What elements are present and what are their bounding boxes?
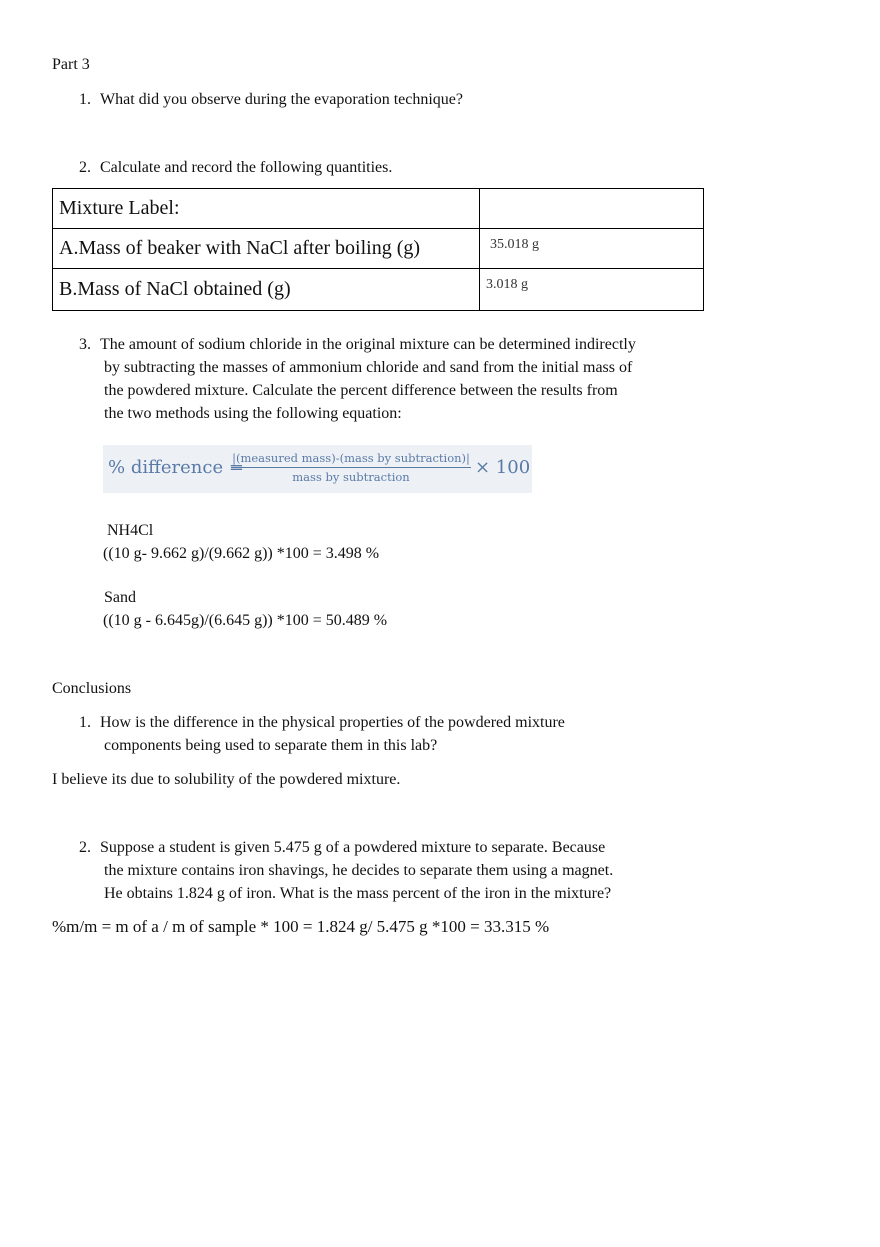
conclusions-q2-line: Suppose a student is given 5.475 g of a powdered mixture to separate. Because (100, 839, 606, 856)
part3-q1-number: 1. (79, 91, 91, 108)
part3-q3-number: 3. (79, 336, 91, 353)
sand-calculation: ((10 g - 6.645g)/(6.645 g)) *100 = 50.489 % (103, 612, 388, 629)
percent-difference-equation (103, 445, 532, 493)
conclusions-q1-answer: I believe its due to solubility of the powdered mixture. (52, 771, 401, 788)
part3-q2-text: Calculate and record the following quantities. (100, 159, 393, 176)
nh4cl-label: NH4Cl (107, 522, 154, 539)
equation-numerator: |(measured mass)-(mass by subtraction)| (231, 451, 471, 468)
table-cell-label: B.Mass of NaCl obtained (g) (53, 269, 480, 311)
conclusions-heading: Conclusions (52, 680, 132, 697)
conclusions-q2-line: the mixture contains iron shavings, he decides to separate them using a magnet. (104, 862, 614, 879)
sand-label: Sand (104, 589, 136, 606)
part3-q1-text: What did you observe during the evaporation technique? (100, 91, 463, 108)
table-cell-label: A.Mass of beaker with NaCl after boiling (g) (53, 229, 480, 269)
equation-lhs: % difference = (108, 457, 244, 478)
table-cell-value: 35.018 g (480, 229, 704, 269)
part3-q3-line: The amount of sodium chloride in the original mixture can be determined indirectly (100, 336, 636, 353)
quantities-table (52, 188, 704, 311)
nh4cl-calculation: ((10 g- 9.662 g)/(9.662 g)) *100 = 3.498 % (103, 545, 380, 562)
table-cell-label: Mixture Label: (53, 189, 480, 229)
table-row (53, 229, 704, 269)
table-row (53, 269, 704, 311)
conclusions-q1-line: How is the difference in the physical properties of the powdered mixture (100, 714, 565, 731)
conclusions-q1-number: 1. (79, 714, 91, 731)
table-cell-value (480, 189, 704, 229)
conclusions-q2-number: 2. (79, 839, 91, 856)
equation-fraction (231, 451, 471, 484)
part3-q3-line: the two methods using the following equation: (104, 405, 402, 422)
equation-denominator: mass by subtraction (292, 470, 410, 484)
part3-heading: Part 3 (52, 56, 90, 73)
part3-q3-line: by subtracting the masses of ammonium chloride and sand from the initial mass of (104, 359, 633, 376)
table-cell-value: 3.018 g (480, 269, 704, 311)
equation-rhs: × 100 (475, 457, 531, 478)
conclusions-q2-answer: %m/m = m of a / m of sample * 100 = 1.824 g/ 5.475 g *100 = 33.315 % (52, 917, 550, 936)
part3-q3-line: the powdered mixture. Calculate the percent difference between the results from (104, 382, 618, 399)
conclusions-q1-line: components being used to separate them in this lab? (104, 737, 438, 754)
table-row (53, 189, 704, 229)
conclusions-q2-line: He obtains 1.824 g of iron. What is the mass percent of the iron in the mixture? (104, 885, 612, 902)
part3-q2-number: 2. (79, 159, 91, 176)
